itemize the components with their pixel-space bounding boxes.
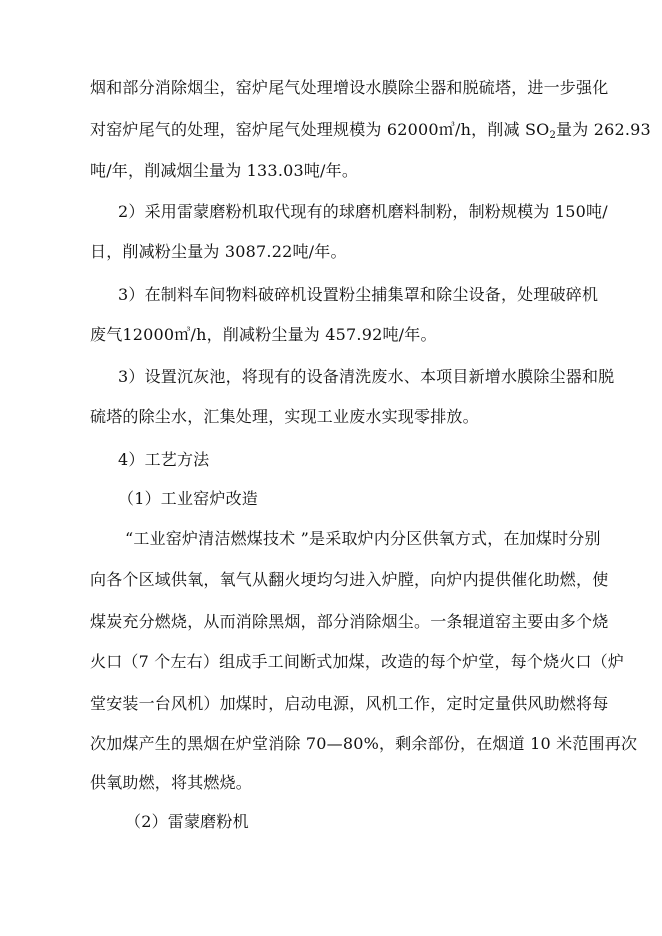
text-line-11: 向各个区域供氧，氧气从翻火埂均匀进入炉膛，向炉内提供催化助燃，使 (90, 570, 609, 589)
text-line-3: 吨/年，削减烟尘量为 133.03吨/年。 (90, 161, 359, 180)
text-line-2-part-2: 量为 262.93 (556, 120, 651, 139)
text-line-4: 2）采用雷蒙磨粉机取代现有的球磨机磨料制粉，制粉规模为 150吨/ (118, 202, 608, 221)
text-line-6: 3）在制料车间物料破碎机设置粉尘捕集罩和除尘设备，处理破碎机 (118, 285, 599, 304)
text-line-7: 废气12000㎥/h，削减粉尘量为 457.92吨/年。 (90, 325, 437, 344)
text-line-1: 烟和部分消除烟尘，窑炉尾气处理增设水膜除尘器和脱硫塔，进一步强化 (90, 78, 609, 97)
text-line-14: 堂安装一台风机）加煤时，启动电源，风机工作，定时定量供风助燃将每 (90, 694, 609, 713)
text-line-16: 供氧助燃，将其燃烧。 (90, 773, 253, 792)
section-heading-process-methods: 4）工艺方法 (118, 450, 210, 469)
text-line-10: “工业窑炉清洁燃煤技术 ”是采取炉内分区供氧方式，在加煤时分别 (125, 529, 601, 548)
text-line-5: 日，削减粉尘量为 3087.22吨/年。 (90, 242, 347, 261)
so2-subscript: 2 (549, 130, 557, 141)
text-line-12: 煤炭充分燃烧，从而消除黑烟，部分消除烟尘。一条辊道窑主要由多个烧 (90, 612, 609, 631)
subsection-heading-raymond-mill: （2）雷蒙磨粉机 (125, 812, 249, 831)
text-line-2 (90, 120, 651, 140)
text-line-15: 次加煤产生的黑烟在炉堂消除 70—80%，剩余部份，在烟道 10 米范围再次 (90, 734, 638, 753)
subsection-heading-kiln-retrofit: （1）工业窑炉改造 (118, 489, 258, 508)
text-line-8: 3）设置沉灰池，将现有的设备清洗废水、本项目新增水膜除尘器和脱 (118, 367, 615, 386)
text-line-9: 硫塔的除尘水，汇集处理，实现工业废水实现零排放。 (90, 407, 479, 426)
text-line-2-part-1: 对窑炉尾气的处理，窑炉尾气处理规模为 62000㎥/h，削减 SO (90, 120, 550, 139)
text-line-13: 火口（7 个左右）组成手工间断式加煤，改造的每个炉堂，每个烧火口（炉 (90, 652, 625, 671)
